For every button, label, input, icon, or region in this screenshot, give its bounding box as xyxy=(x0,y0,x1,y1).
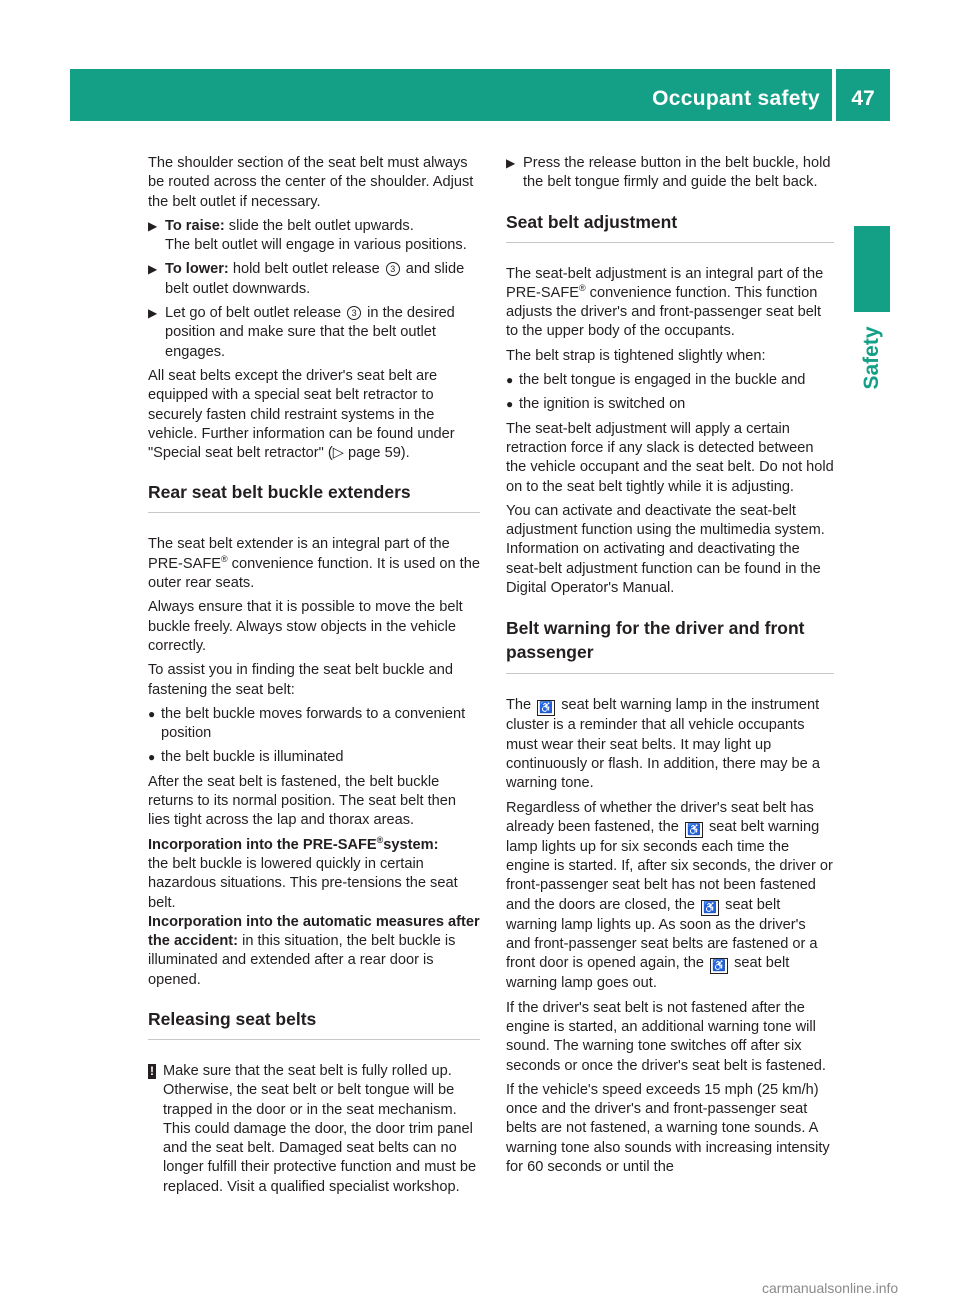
list-item xyxy=(148,748,480,767)
adjustment-paragraph xyxy=(506,265,834,342)
press-text: Press the release button in the belt buckle, hold the belt tongue firmly and guide the belt back. xyxy=(523,155,831,191)
page-number-box xyxy=(836,69,890,121)
extender-paragraph xyxy=(148,535,480,593)
regardless-text-2: seat belt warning lamp lights up for six seconds each time the engine is started. If, after six seconds, the driver or front-passenger seat belt has not been fastened and the doors are closed, the xyxy=(506,818,833,913)
raise-label: To raise: xyxy=(165,217,225,234)
incorporation-presafe xyxy=(148,836,480,913)
left-column xyxy=(148,154,480,1202)
warning-icon: ! xyxy=(150,1063,154,1078)
bullet-icon: ● xyxy=(148,750,156,765)
callout-3-icon: 3 xyxy=(386,262,400,276)
lamp-text-end: seat belt warning lamp in the instrument cluster is a reminder that all vehicle occupants must wear their seat belts. It may light up continuously or flash. In addition, there may be a warning tone. xyxy=(506,697,820,792)
page-ref[interactable]: page 59). xyxy=(344,445,410,462)
bullet-icon: ● xyxy=(148,706,156,721)
incorporation-automatic xyxy=(148,913,480,990)
instruction-arrow-icon: ▶ xyxy=(506,156,516,170)
adjustment-text-end: convenience function. This function adjusts the driver's and front-passenger seat belt to the upper body of the occupants. xyxy=(506,284,822,340)
seat-belt-warning-icon: ♿ xyxy=(685,822,703,838)
registered-mark: ® xyxy=(376,834,384,845)
incorporation-text: the belt buckle is lowered quickly in certain hazardous situations. This pre-tensions the seat belt. xyxy=(148,855,458,911)
warning-note xyxy=(148,1062,480,1197)
instruction-release xyxy=(148,304,480,362)
seat-belt-warning-icon: ♿ xyxy=(710,958,728,974)
regardless-paragraph xyxy=(506,799,834,994)
after-paragraph: After the seat belt is fastened, the belt buckle returns to its normal position. The seat belt then lies tight across the lap and thorax areas. xyxy=(148,773,456,829)
side-tab xyxy=(854,226,890,312)
release-text-end: in the desired position and make sure that the belt outlet engages. xyxy=(165,305,455,360)
watermark: carmanualsonline.info xyxy=(762,1280,899,1296)
bullet-icon: ● xyxy=(506,397,514,412)
callout-3-icon: 3 xyxy=(347,306,361,320)
force-paragraph: The seat-belt adjustment will apply a certain retraction force if any slack is detected between the vehicle occupant and the seat belt. Do not hold on to the seat belt tightly while it is adjusting. xyxy=(506,420,834,495)
incorporation-label: Incorporation into the PRE-SAFE xyxy=(148,836,377,853)
regardless-text: Regardless of whether the driver's seat belt has already been fastened, the xyxy=(506,799,814,835)
retractor-text: All seat belts except the driver's seat belt are equipped with a special seat belt retractor to securely fasten child restraint systems in the vehicle. Further information can be found under "Special seat belt retractor" ( xyxy=(148,367,455,462)
heading-adjustment: Seat belt adjustment xyxy=(506,211,834,243)
adjustment-text: The seat-belt adjustment is an integral part of the PRE-SAFE xyxy=(506,265,824,301)
automatic-text: in this situation, the belt buckle is illuminated and extended after a rear door is opened. xyxy=(148,933,456,988)
seat-belt-warning-icon: ♿ xyxy=(701,900,719,916)
page-number: 47 xyxy=(851,87,875,110)
instruction-arrow-icon: ▶ xyxy=(148,262,158,277)
strap-paragraph: The belt strap is tightened slightly when: xyxy=(506,347,766,364)
move-paragraph: Always ensure that it is possible to move the belt buckle freely. Always stow objects in the vehicle correctly. xyxy=(148,599,463,654)
instruction-arrow-icon: ▶ xyxy=(148,306,158,321)
seat-belt-warning-icon: ♿ xyxy=(537,700,555,716)
speed-paragraph: If the vehicle's speed exceeds 15 mph (25 km/h) once and the driver's and front-passenger seat belts are not fastened, a warning tone sounds. A warning tone also sounds with increasing intensity for 60 seconds or until the xyxy=(506,1081,830,1175)
regardless-text-4: seat belt warning lamp goes out. xyxy=(506,955,790,992)
release-text: Let go of belt outlet release xyxy=(165,305,346,322)
tone-paragraph: If the driver's seat belt is not fastened after the engine is started, an additional warning tone will sound. The warning tone switches off after six seconds or once the driver's seat belt is fastened. xyxy=(506,999,826,1074)
raise-text: slide the belt outlet upwards. xyxy=(224,217,414,234)
heading-rear-extenders: Rear seat belt buckle extenders xyxy=(148,481,480,513)
right-column xyxy=(506,154,834,1182)
bullet-icon: ● xyxy=(506,373,514,388)
registered-mark: ® xyxy=(220,553,228,564)
lower-text: hold belt outlet release xyxy=(228,261,384,278)
list-item-text: the belt tongue is engaged in the buckle and xyxy=(519,372,806,389)
instruction-arrow-icon: ▶ xyxy=(148,218,158,233)
page-header-bar xyxy=(70,69,832,121)
extender-text-end: convenience function. It is used on the outer rear seats. xyxy=(148,555,480,592)
raise-note: The belt outlet will engage in various positions. xyxy=(165,237,467,254)
list-item xyxy=(148,705,480,744)
lower-text-end: and slide belt outlet downwards. xyxy=(165,261,465,297)
instruction-press xyxy=(506,154,834,193)
warning-lamp-paragraph xyxy=(506,696,834,793)
assist-paragraph: To assist you in finding the seat belt buckle and fastening the seat belt: xyxy=(148,662,454,698)
instruction-raise xyxy=(148,217,480,256)
incorporation-label-end: system: xyxy=(383,836,439,853)
lamp-text: The xyxy=(506,697,536,714)
extender-text: The seat belt extender is an integral part of the PRE-SAFE xyxy=(148,536,450,572)
heading-belt-warning: Belt warning for the driver and front passenger xyxy=(506,616,834,674)
section-title: Occupant safety xyxy=(652,87,820,110)
list-item-text: the belt buckle is illuminated xyxy=(161,749,344,766)
page-ref-arrow-icon: ▷ xyxy=(332,445,344,462)
intro-paragraph: The shoulder section of the seat belt must always be routed across the center of the shoulder. Adjust the belt outlet if necessary. xyxy=(148,155,474,210)
retractor-paragraph xyxy=(148,367,480,463)
side-chapter-label: Safety xyxy=(860,326,883,390)
regardless-text-3: seat belt warning lamp lights up. As soon as the driver's and front-passenger seat belts are fastened or a front door is opened again, the xyxy=(506,896,818,972)
warning-text: Make sure that the seat belt is fully rolled up. Otherwise, the seat belt or belt tongue will be trapped in the door or in the seat mechanism. This could damage the door, the door trim panel and the seat belt. Damaged seat belts can no longer fulfill their protective function and must be replaced. Visit a qualified specialist workshop. xyxy=(163,1062,477,1195)
list-item xyxy=(506,395,834,414)
automatic-label: Incorporation into the automatic measures after the accident: xyxy=(148,913,480,950)
activate-paragraph: You can activate and deactivate the seat-belt adjustment function using the multimedia system. Information on activating and deactivating the seat-belt adjustment function can be found in the Digital Operator's Manual. xyxy=(506,502,825,597)
instruction-lower xyxy=(148,260,480,299)
list-item-text: the ignition is switched on xyxy=(519,396,686,413)
heading-releasing: Releasing seat belts xyxy=(148,1008,480,1040)
lower-label: To lower: xyxy=(165,261,229,278)
list-item xyxy=(506,371,834,390)
list-item-text: the belt buckle moves forwards to a convenient position xyxy=(161,705,466,742)
registered-mark: ® xyxy=(578,283,586,294)
